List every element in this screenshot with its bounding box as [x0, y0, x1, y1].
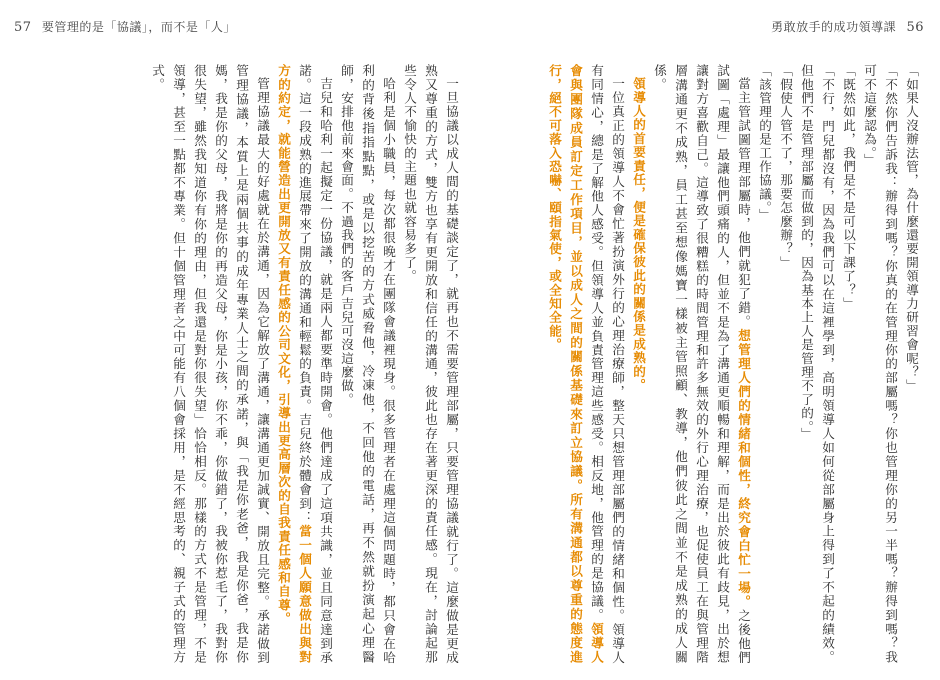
right-page [470, 0, 940, 680]
paragraph [901, 64, 922, 664]
body-text: 「假使人管不了，那要怎麼辦？」 [778, 64, 793, 270]
body-text: 「不然你們告訴我：辦得到嗎？你真的在管理你的部屬嗎？你也管理你的另一半嗎？辦得到嗎？我可不這麼認為。」 [862, 64, 898, 664]
body-text: 管理協議最大的好處就在於溝通，因為它解放了溝通，讓溝通更加誠實、開放且完整。承諾做到管理協議，本質上是兩個共事的成年專業人士之間的承諾，與「我是你老爸，我是你爸，我是你媽，我是你的父母，我將是你的再造父母，你是小孩，你不乖，你做錯了，我被你惹毛了，我對你很失望，雖然我知道你有你的理由，但我還是對你很失望」恰恰相反。那樣的方式不是管理，不是領導，甚至一點都不專業。但十個管理者之中可能有八個會採用，是不經思考的、親子式的管理方式。 [150, 64, 270, 664]
right-page-header-title: 勇敢放手的成功領導課 [771, 20, 897, 34]
paragraph [796, 64, 838, 664]
body-text: 吉兒和哈利一起擬定一份協議，就是兩人都要準時開會。他們達成了這項共識，並且同意達到承諾。這一段成熟的進展帶來了開放的溝通和輕鬆的負責。吉兒終於體會到： [297, 64, 333, 664]
body-text: 「既然如此，我們是不是可以下課了？」 [841, 64, 856, 311]
paragraph [544, 64, 628, 664]
paragraph [147, 64, 273, 664]
paragraph [628, 64, 649, 664]
body-text: 一位真正的領導人不會忙著扮演外行的心理治療師，整天只想管理部屬們的情緒和個性。領導人有同情心，總是了解他人感受。但領導人並負責管理這些感受。相反地，他管理的是協議。 [589, 64, 625, 664]
paragraph [336, 64, 399, 664]
body-text: 「該管理的是工作協議。」 [757, 64, 772, 223]
paragraph [399, 64, 462, 664]
paragraph [273, 64, 336, 664]
paragraph [754, 64, 775, 664]
highlighted-text: 領導人的首要責任，便是確保彼此的關係是成熟的。 [631, 76, 646, 392]
body-text: 哈利是個小職員，每次都很晚才在團隊會議裡現身。很多管理者在處理這個問題時，都只會在哈利的背後指指點點，或是以挖苦的方式威脅他，冷凍他，不回他的電話，再不然就扮演起心理醫師，安排他前來會面。不過我們的客戶吉兒可沒這麼做。 [339, 64, 396, 664]
right-page-header [771, 18, 930, 35]
left-page-header-title: 要管理的是「協議」，而不是「人」 [41, 20, 236, 34]
left-page-number: 57 [14, 20, 32, 35]
highlighted-text: 當一個人願意做出與對方的約定，就能營造出更開放又有責任感的公司文化，引導出更高層次的自我責任感和自尊。 [276, 64, 312, 664]
body-text: 一旦協議以成人間的基礎談定了，就再也不需要管理部屬，只要管理協議就行了。這麼做是更成熟又尊重的方式，雙方也享有更開放和信任的溝通，彼此也存在著更深的責任感。現在，討論起那些令人不愉快的主題也就容易多了。 [402, 64, 459, 664]
paragraph [649, 64, 754, 664]
right-page-number: 56 [906, 20, 924, 35]
body-text: 之後他們試圖「處理」最讓他們頭痛的人，但並不是為了溝通更順暢和理解，而是出於彼此有歧見，出於想讓對方喜歡自己。這導致了很糟糕的時間管理和許多無效的外行心理治療，也促使員工在與管理階層溝通更不成熟，員工甚至想像媽寶一樣被主管照顧、教導，他們彼此之間並不是成熟的成人關係。 [652, 64, 751, 665]
body-text: 「不行，門兒都沒有，因為我們可以在這裡學到，高明領導人如何從部屬身上得到了不起的績效。但他們不是管理部屬而做到的，因為基本上人是管理不了的。」 [799, 64, 835, 664]
paragraph [838, 64, 859, 664]
left-page-header [8, 18, 236, 35]
body-text: 「如果人沒辦法管，為什麼還要開領導力研習會呢？」 [904, 64, 919, 393]
paragraph [859, 64, 901, 664]
body-text: 當主管試圖管理部屬時，他們就犯了錯。 [736, 76, 751, 329]
left-page-body [22, 64, 462, 664]
highlighted-text: 領導人會與團隊成員訂定工作項目，並以成人之間的關係基礎來訂立協議。所有溝通都以尊重的態度進行，絕不可落入恐嚇、頤指氣使，或全知全能。 [547, 64, 604, 664]
paragraph [775, 64, 796, 664]
highlighted-text: 想管理人們的情緒和個性，終究會白忙一場。 [736, 328, 751, 609]
right-page-body [482, 64, 922, 664]
